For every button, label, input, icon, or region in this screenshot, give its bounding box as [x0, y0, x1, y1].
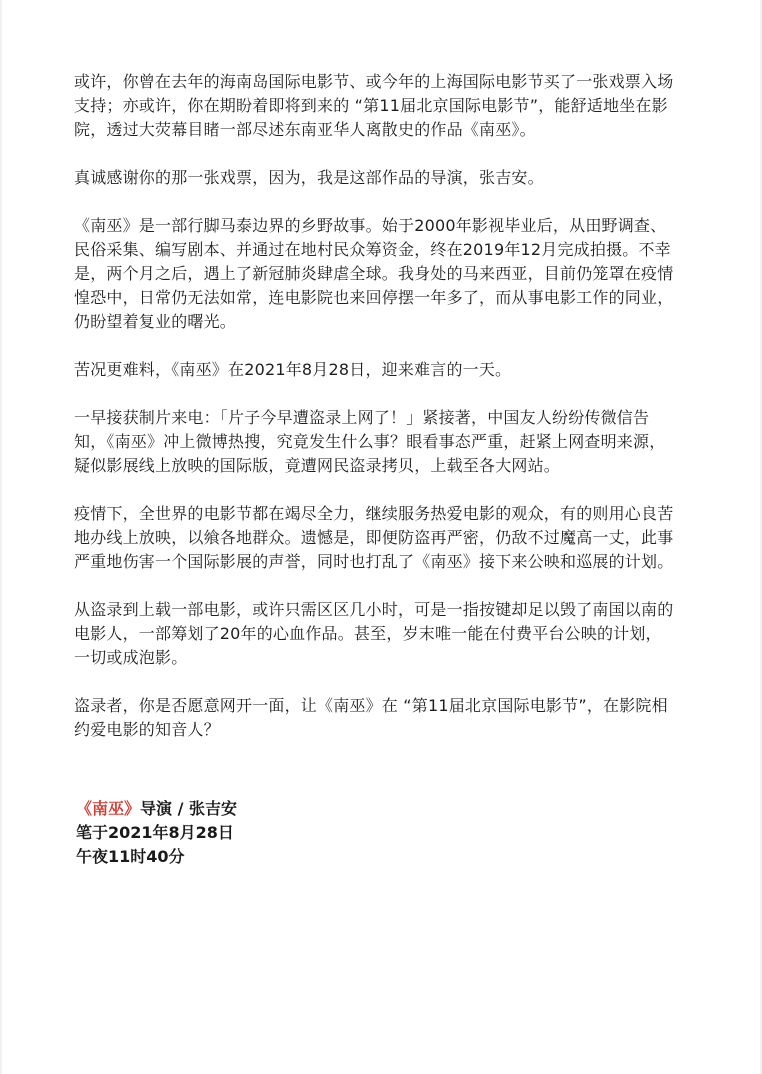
signature-time: 午夜11时40分 — [76, 847, 185, 866]
text-line: 疑似影展线上放映的国际版，竟遭网民盗录拷贝，上载至各大网站。 — [74, 456, 561, 475]
text-line: 知，《南巫》冲上微博热搜，究竟发生什么事？眼看事态严重，赶紧上网查明来源， — [74, 432, 666, 451]
text-line: 约爱电影的知音人？ — [74, 720, 220, 739]
paragraph-6 — [74, 502, 704, 574]
signature-director-line — [76, 797, 237, 821]
text-line: 电影人，一部筹划了20年的心血作品。甚至，岁末唯一能在付费平台公映的计划， — [74, 624, 662, 643]
text-line: 民俗采集、编写剧本、并通过在地村民众筹资金，终在2019年12月完成拍摄。不幸 — [74, 240, 671, 259]
text-line: 一切或成泡影。 — [74, 648, 188, 667]
paragraph-8 — [74, 694, 704, 742]
text-line: 仍盼望着复业的曙光。 — [74, 312, 237, 331]
text-line: 是，两个月之后，遇上了新冠肺炎肆虐全球。我身处的马来西亚，目前仍笼罩在疫情 — [74, 264, 674, 283]
text-line: 真诚感谢你的那一张戏票，因为，我是这部作品的导演，张吉安。 — [74, 168, 544, 187]
text-line: 《南巫》是一部行脚马泰边界的乡野故事。始于2000年影视毕业后，从田野调查、 — [74, 216, 667, 235]
signature-block — [76, 797, 237, 869]
text-line: 院，透过大荧幕目睹一部尽述东南亚华人离散史的作品《南巫》。 — [74, 120, 536, 139]
letter-body — [74, 70, 704, 766]
film-title: 《南巫》 — [76, 799, 141, 818]
text-line: 地办线上放映，以飨各地群众。遗憾是，即便防盗再严密，仍敌不过魔高一丈，此事 — [74, 528, 674, 547]
paragraph-5 — [74, 406, 704, 478]
text-line: 惶恐中，日常仍无法如常，连电影院也来回停摆一年多了，而从事电影工作的同业， — [74, 288, 674, 307]
paragraph-3 — [74, 214, 704, 334]
text-line: 疫情下，全世界的电影节都在竭尽全力，继续服务热爱电影的观众，有的则用心良苦 — [74, 504, 674, 523]
text-line: 一早接获制片来电：「片子今早遭盗录上网了！」紧接著，中国友人纷纷传微信告 — [74, 408, 650, 427]
director-name: 导演 / 张吉安 — [140, 799, 238, 818]
paragraph-2 — [74, 166, 704, 190]
text-line: 苦况更难料，《南巫》在2021年8月28日，迎来难言的一天。 — [74, 360, 512, 379]
paragraph-7 — [74, 598, 704, 670]
text-line: 严重地伤害一个国际影展的声誉，同时也打乱了《南巫》接下来公映和巡展的计划。 — [74, 552, 674, 571]
text-line: 或许，你曾在去年的海南岛国际电影节、或今年的上海国际电影节买了一张戏票入场 — [74, 72, 674, 91]
signature-date: 笔于2021年8月28日 — [76, 823, 234, 842]
paragraph-1 — [74, 70, 704, 142]
text-line: 盗录者，你是否愿意网开一面，让《南巫》在 “第11届北京国际电影节”，在影院相 — [74, 696, 668, 715]
paragraph-4 — [74, 358, 704, 382]
text-line: 从盗录到上载一部电影，或许只需区区几小时，可是一指按键却足以毁了南国以南的 — [74, 600, 674, 619]
text-line: 支持；亦或许，你在期盼着即将到来的 “第11届北京国际电影节”，能舒适地坐在影 — [74, 96, 668, 115]
